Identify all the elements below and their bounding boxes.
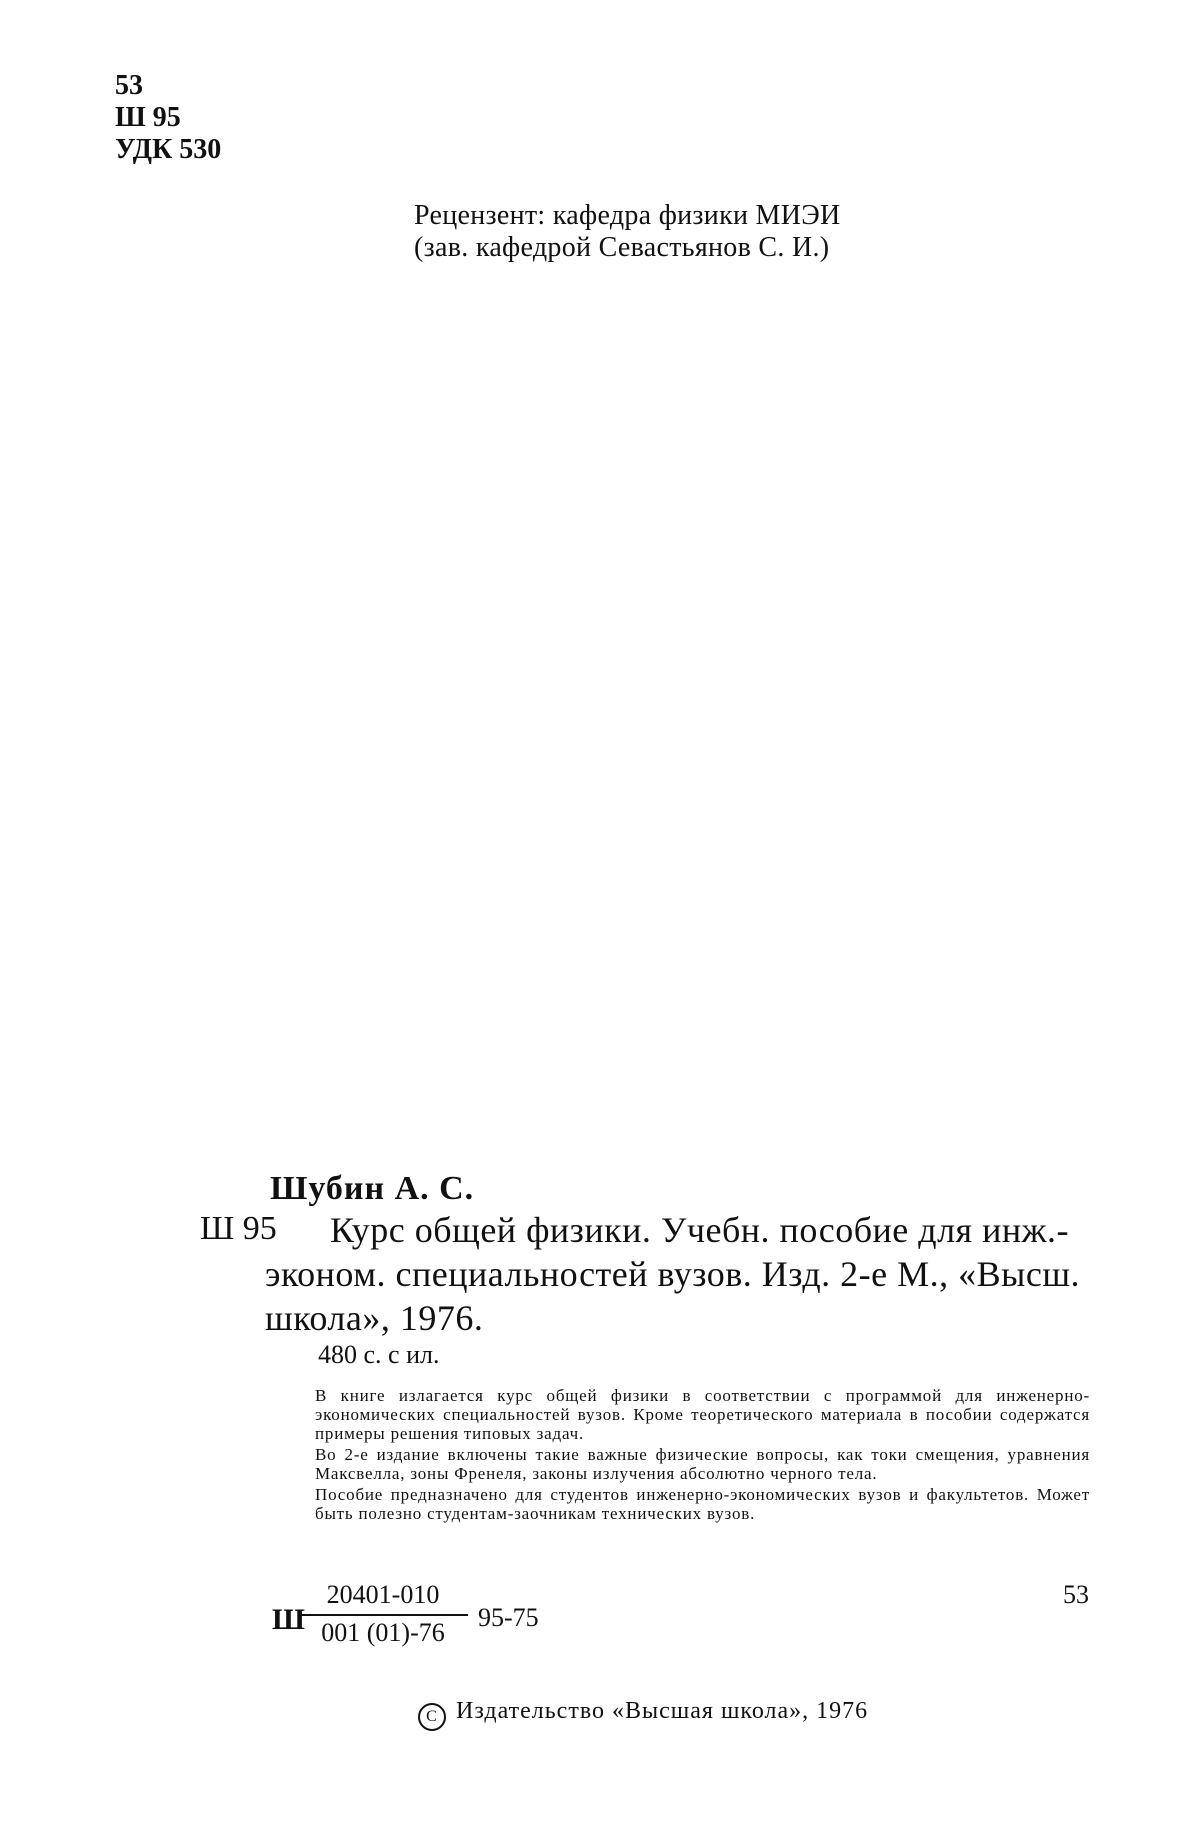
title-line: эконом. специальностей вузов. Изд. 2-е М., «Высш. [265, 1254, 1081, 1294]
bbk-index: 53 [115, 70, 143, 101]
copyright-icon: C [418, 1703, 446, 1731]
author-name: Шубин А. С. [270, 1170, 475, 1207]
classification-block [115, 70, 221, 166]
reviewer-block [414, 200, 841, 264]
book-title [265, 1208, 1095, 1340]
copyright-line [418, 1698, 868, 1731]
cipher-letter: Ш [272, 1603, 305, 1636]
page-count: 480 с. с ил. [318, 1340, 440, 1369]
cipher-bbk: 53 [1063, 1580, 1089, 1609]
shelf-code: Ш 95 [200, 1210, 277, 1247]
annotation [315, 1386, 1090, 1525]
reviewer-line-2: (зав. кафедрой Севастьянов С. И.) [414, 232, 830, 263]
udc-index: УДК 530 [115, 134, 222, 165]
cipher-numerator: 20401-010 [298, 1580, 468, 1616]
reviewer-line-1: Рецензент: кафедра физики МИЭИ [414, 200, 841, 231]
annotation-paragraph: Во 2-е издание включены такие важные физические вопросы, как токи смещения, уравнения Максвелла, зоны Френеля, законы излучения абсолютно черного тела. [315, 1445, 1090, 1483]
annotation-paragraph: Пособие предназначено для студентов инженерно-экономических вузов и факультетов. Может быть полезно студентам-заочникам технических вузов. [315, 1485, 1090, 1523]
author-cipher: Ш 95 [115, 102, 181, 133]
annotation-paragraph: В книге излагается курс общей физики в соответствии с программой для инженерно-экономических специальностей вузов. Кроме теоретического материала в пособии содержатся примеры решения типовых задач. [315, 1386, 1090, 1443]
copyright-text: Издательство «Высшая школа», 1976 [456, 1698, 869, 1724]
cipher-denominator: 001 (01)-76 [321, 1618, 445, 1647]
cipher-fraction [298, 1580, 468, 1648]
cipher-suffix: 95-75 [478, 1603, 539, 1632]
title-line: Курс общей физики. Учебн. пособие для инж.- [330, 1210, 1069, 1250]
title-line: школа», 1976. [265, 1298, 484, 1338]
